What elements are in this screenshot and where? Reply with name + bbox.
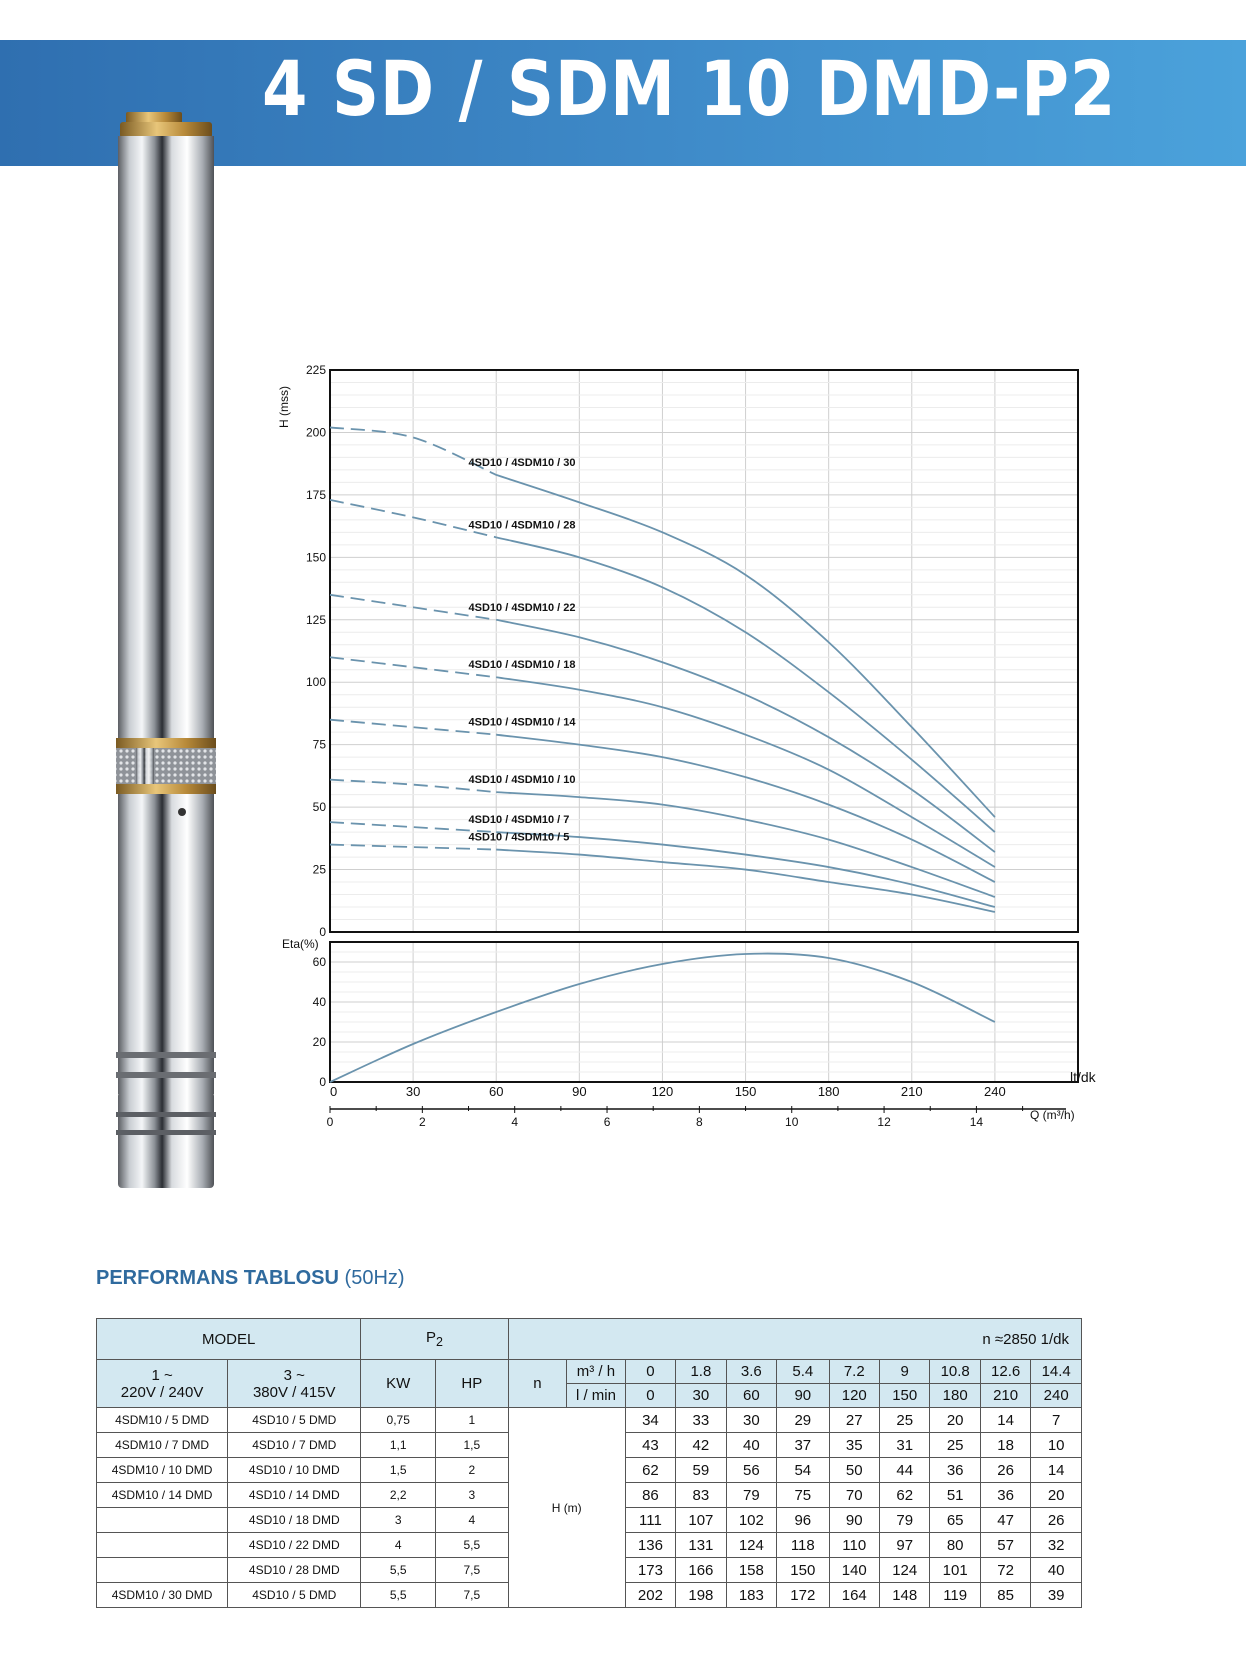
hp-header: HP	[436, 1360, 509, 1408]
x-axis-m3h	[327, 1106, 1066, 1129]
kw-cell: 3	[361, 1508, 436, 1533]
head-value-cell: 198	[676, 1583, 726, 1608]
head-value-cell: 79	[726, 1483, 776, 1508]
table-title	[96, 1267, 405, 1290]
head-value-cell: 20	[930, 1408, 980, 1433]
h-y-tick-label: 125	[305, 612, 326, 627]
flow-col-8: 14.4 240	[1031, 1360, 1082, 1408]
head-value-cell: 124	[726, 1533, 776, 1558]
h-curve-label: 4SD10 / 4SDM10 / 14	[468, 716, 576, 729]
h-y-tick-label: 175	[305, 487, 326, 502]
h-curve-label: 4SD10 / 4SDM10 / 10	[468, 774, 576, 787]
eta-y-tick-label: 20	[312, 1035, 326, 1049]
head-value-cell: 107	[676, 1508, 726, 1533]
h-y-tick-label: 25	[312, 862, 326, 877]
head-value-cell: 26	[1031, 1508, 1082, 1533]
h-curve-label: 4SD10 / 4SDM10 / 18	[468, 659, 576, 672]
head-value-cell: 34	[625, 1408, 675, 1433]
head-value-cell: 36	[980, 1483, 1030, 1508]
x-tick-label-m3h: 8	[696, 1115, 703, 1129]
head-value-cell: 118	[777, 1533, 829, 1558]
head-value-cell: 90	[829, 1508, 879, 1533]
performance-chart	[260, 355, 1100, 1135]
lmin-label: l / min	[575, 1387, 616, 1404]
head-value-cell: 85	[980, 1583, 1030, 1608]
head-value-cell: 62	[625, 1458, 675, 1483]
head-value-cell: 18	[980, 1433, 1030, 1458]
head-value-cell: 124	[879, 1558, 929, 1583]
head-value-cell: 158	[726, 1558, 776, 1583]
head-value-cell: 173	[625, 1558, 675, 1583]
head-value-cell: 131	[676, 1533, 726, 1558]
head-value-cell: 39	[1031, 1583, 1082, 1608]
model-3phase-cell: 4SD10 / 14 DMD	[228, 1483, 361, 1508]
kw-cell: 2,2	[361, 1483, 436, 1508]
head-value-cell: 47	[980, 1508, 1030, 1533]
head-value-cell: 59	[676, 1458, 726, 1483]
eta-y-tick-label: 40	[312, 995, 326, 1009]
p2-sub: 2	[436, 1335, 443, 1349]
head-value-cell: 70	[829, 1483, 879, 1508]
head-value-cell: 101	[930, 1558, 980, 1583]
hp-cell: 7,5	[436, 1583, 509, 1608]
head-value-cell: 111	[625, 1508, 675, 1533]
x-tick-label-m3h: 12	[877, 1115, 891, 1129]
model-3phase-cell: 4SD10 / 5 DMD	[228, 1583, 361, 1608]
head-value-cell: 140	[829, 1558, 879, 1583]
x-tick-label-lpm: 210	[900, 1084, 923, 1099]
kw-cell: 0,75	[361, 1408, 436, 1433]
head-value-cell: 110	[829, 1533, 879, 1558]
model-header: MODEL	[97, 1319, 361, 1360]
x-tick-label-m3h: 10	[785, 1115, 799, 1129]
model-1phase-cell	[97, 1508, 228, 1533]
model-3phase-cell: 4SD10 / 5 DMD	[228, 1408, 361, 1433]
x-tick-label-lpm: 120	[651, 1084, 674, 1099]
eta-y-tick-label: 60	[312, 955, 326, 969]
flow-unit-header	[567, 1360, 626, 1408]
x-tick-label-m3h: 6	[603, 1115, 611, 1129]
head-value-cell: 10	[1031, 1433, 1082, 1458]
hp-cell: 3	[436, 1483, 509, 1508]
h-y-tick-labels	[306, 363, 326, 939]
head-value-cell: 136	[625, 1533, 675, 1558]
x-tick-label-lpm: 90	[572, 1084, 587, 1099]
performance-table	[96, 1318, 1082, 1608]
head-value-cell: 50	[829, 1458, 879, 1483]
head-value-cell: 62	[879, 1483, 929, 1508]
model-1phase-cell: 4SDM10 / 7 DMD	[97, 1433, 228, 1458]
x-tick-label-lpm: 180	[817, 1084, 840, 1099]
model-1phase-cell: 4SDM10 / 30 DMD	[97, 1583, 228, 1608]
head-value-cell: 202	[625, 1583, 675, 1608]
head-value-cell: 32	[1031, 1533, 1082, 1558]
head-value-cell: 183	[726, 1583, 776, 1608]
head-value-cell: 14	[1031, 1458, 1082, 1483]
head-value-cell: 40	[1031, 1558, 1082, 1583]
table-row	[97, 1408, 1082, 1433]
phase3-label: 3 ~	[283, 1366, 305, 1384]
flow-col-3: 5.4 90	[777, 1360, 829, 1408]
h-curve-label: 4SD10 / 4SDM10 / 7	[468, 814, 570, 827]
head-value-cell: 172	[777, 1583, 829, 1608]
h-y-tick-label: 225	[305, 363, 326, 377]
h-y-tick-label: 150	[305, 550, 326, 565]
model-3phase-cell: 4SD10 / 7 DMD	[228, 1433, 361, 1458]
x-tick-label-lpm: 30	[405, 1084, 421, 1099]
flow-col-0: 0 0	[625, 1360, 675, 1408]
x-tick-label-lpm: 0	[330, 1084, 338, 1099]
head-value-cell: 44	[879, 1458, 929, 1483]
hp-cell: 4	[436, 1508, 509, 1533]
h-curve-label: 4SD10 / 4SDM10 / 30	[468, 456, 576, 469]
head-value-cell: 35	[829, 1433, 879, 1458]
model-3phase-cell: 4SD10 / 18 DMD	[228, 1508, 361, 1533]
h-curve-labels	[469, 457, 577, 844]
phase1-label: 1 ~	[151, 1366, 173, 1384]
table-title-main: PERFORMANS TABLOSU	[96, 1267, 339, 1289]
head-value-cell: 20	[1031, 1483, 1082, 1508]
h-curve-label: 4SD10 / 4SDM10 / 5	[468, 831, 570, 844]
head-value-cell: 166	[676, 1558, 726, 1583]
head-value-cell: 80	[930, 1533, 980, 1558]
p2-label: P	[426, 1329, 437, 1346]
head-label-cell: H (m)	[508, 1408, 625, 1608]
head-value-cell: 164	[829, 1583, 879, 1608]
head-value-cell: 42	[676, 1433, 726, 1458]
head-value-cell: 37	[777, 1433, 829, 1458]
head-value-cell: 25	[879, 1408, 929, 1433]
head-value-cell: 25	[930, 1433, 980, 1458]
model-3phase-cell: 4SD10 / 22 DMD	[228, 1533, 361, 1558]
table-body	[97, 1408, 1082, 1608]
model-1phase-cell	[97, 1533, 228, 1558]
head-value-cell: 79	[879, 1508, 929, 1533]
x-tick-label-m3h: 14	[969, 1115, 984, 1129]
head-value-cell: 72	[980, 1558, 1030, 1583]
speed-header: n ≈2850 1/dk	[508, 1319, 1081, 1360]
page-title: 4 SD / SDM 10 DMD-P2	[262, 44, 1117, 133]
kw-cell: 1,5	[361, 1458, 436, 1483]
h-curve-label: 4SD10 / 4SDM10 / 28	[468, 519, 576, 532]
head-value-cell: 65	[930, 1508, 980, 1533]
n-header: n	[508, 1360, 567, 1408]
eta-y-label: Eta(%)	[282, 937, 319, 951]
x-label-m3h: Q (m³/h)	[1030, 1108, 1075, 1122]
hp-cell: 5,5	[436, 1533, 509, 1558]
x-tick-label-m3h: 2	[419, 1115, 426, 1129]
model-1phase-cell: 4SDM10 / 14 DMD	[97, 1483, 228, 1508]
kw-cell: 1,1	[361, 1433, 436, 1458]
model-1phase-cell: 4SDM10 / 10 DMD	[97, 1458, 228, 1483]
h-y-tick-label: 200	[305, 425, 326, 440]
x-tick-label-lpm: 240	[984, 1084, 1006, 1099]
head-value-cell: 75	[777, 1483, 829, 1508]
head-value-cell: 43	[625, 1433, 675, 1458]
kw-cell: 5,5	[361, 1583, 436, 1608]
head-value-cell: 27	[829, 1408, 879, 1433]
kw-cell: 5,5	[361, 1558, 436, 1583]
x-tick-label-m3h: 4	[511, 1115, 519, 1129]
flow-col-5: 9 150	[879, 1360, 929, 1408]
head-value-cell: 119	[930, 1583, 980, 1608]
head-value-cell: 57	[980, 1533, 1030, 1558]
flow-col-6: 10.8 180	[930, 1360, 980, 1408]
head-value-cell: 29	[777, 1408, 829, 1433]
x-tick-label-m3h: 0	[326, 1115, 334, 1129]
p2-header	[361, 1319, 508, 1360]
head-value-cell: 97	[879, 1533, 929, 1558]
table-title-sub: (50Hz)	[344, 1267, 405, 1289]
eta-y-tick-labels	[313, 955, 327, 1089]
h-y-tick-label: 0	[319, 925, 326, 939]
h-y-tick-label: 50	[312, 800, 326, 815]
head-value-cell: 30	[726, 1408, 776, 1433]
head-value-cell: 36	[930, 1458, 980, 1483]
phase3-voltage: 380V / 415V	[252, 1383, 336, 1401]
model-3phase-cell: 4SD10 / 28 DMD	[228, 1558, 361, 1583]
m3h-label: m³ / h	[567, 1360, 625, 1384]
head-value-cell: 96	[777, 1508, 829, 1533]
head-value-cell: 51	[930, 1483, 980, 1508]
kw-cell: 4	[361, 1533, 436, 1558]
x-axis-lpm	[330, 1084, 1006, 1099]
head-value-cell: 33	[676, 1408, 726, 1433]
head-value-cell: 86	[625, 1483, 675, 1508]
flow-col-7: 12.6 210	[980, 1360, 1030, 1408]
phase1-voltage: 220V / 240V	[120, 1383, 204, 1401]
model-1phase-cell	[97, 1558, 228, 1583]
head-value-cell: 102	[726, 1508, 776, 1533]
h-y-tick-label: 75	[312, 737, 326, 752]
pump-image	[112, 112, 222, 1194]
hp-cell: 1,5	[436, 1433, 509, 1458]
eta-chart-grid	[330, 942, 1078, 1082]
head-value-cell: 26	[980, 1458, 1030, 1483]
h-y-label: H (mss)	[277, 386, 291, 428]
model-1phase-cell: 4SDM10 / 5 DMD	[97, 1408, 228, 1433]
hp-cell: 7,5	[436, 1558, 509, 1583]
head-value-cell: 56	[726, 1458, 776, 1483]
phase3-header	[228, 1360, 361, 1408]
h-y-tick-label: 100	[305, 675, 326, 690]
head-value-cell: 31	[879, 1433, 929, 1458]
flow-col-4: 7.2 120	[829, 1360, 879, 1408]
flow-col-2: 3.6 60	[726, 1360, 776, 1408]
x-label-lpm: lt/dk	[1070, 1069, 1096, 1085]
phase1-header	[97, 1360, 228, 1408]
head-value-cell: 150	[777, 1558, 829, 1583]
head-value-cell: 40	[726, 1433, 776, 1458]
h-curve-label: 4SD10 / 4SDM10 / 22	[468, 601, 576, 614]
head-value-cell: 148	[879, 1583, 929, 1608]
model-3phase-cell: 4SD10 / 10 DMD	[228, 1458, 361, 1483]
hp-cell: 2	[436, 1458, 509, 1483]
x-tick-label-lpm: 150	[734, 1084, 757, 1099]
flow-col-1: 1.8 30	[676, 1360, 726, 1408]
x-tick-label-lpm: 60	[488, 1084, 504, 1099]
head-value-cell: 54	[777, 1458, 829, 1483]
head-value-cell: 7	[1031, 1408, 1082, 1433]
kw-header: KW	[361, 1360, 436, 1408]
head-value-cell: 83	[676, 1483, 726, 1508]
head-value-cell: 14	[980, 1408, 1030, 1433]
eta-y-tick-label: 0	[319, 1075, 326, 1089]
hp-cell: 1	[436, 1408, 509, 1433]
